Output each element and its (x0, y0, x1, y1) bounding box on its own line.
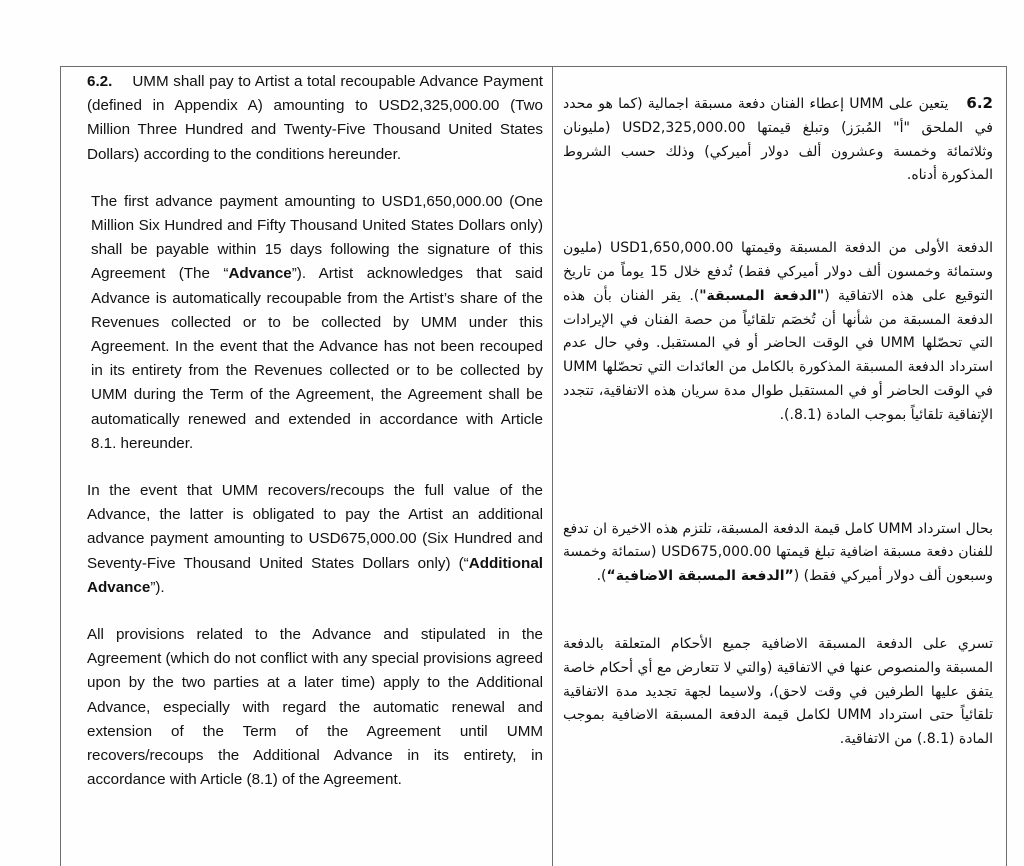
ar-p1-text: يتعين على UMM إعطاء الفنان دفعة مسبقة اجمالية (كما هو محدد في الملحق "أ" المُبرَز) وتبلغ قيمتها USD2,325,000.00 (مليونان وثلاثمائة وخمسة وعشرون ألف دولار أميركي) وذلك حسب الشروط المذكورة أدناه. (563, 96, 993, 184)
ar-paragraph-2 (563, 237, 993, 427)
ar-p4-text: تسري على الدفعة المسبقة الاضافية جميع الأحكام المتعلقة بالدفعة المسبقة والمنصوص عنها في الاتفاقية (والتي لا تتعارض مع أي أحكام خاصة يتفق عليها الطرفين في وقت لاحق)، ولاسيما لجهة تجديد مدة الاتفاقية تلقائياً حتى استرداد UMM لكامل قيمة الدفعة المسبقة الاضافية بموجب المادة (8.1.) من الاتفاقية. (563, 635, 993, 748)
en-paragraph-4 (87, 623, 543, 792)
ar-defined-term-advance: "الدفعة المسبقة" (699, 287, 825, 304)
en-p3-text-before: In the event that UMM recovers/recoups the full value of the Advance, the latter is obligated to pay the Artist an additional advance payment amounting to USD675,000.00 (Six Hundred and Seventy-Five Thousand United States Dollars only) (“ (87, 482, 543, 572)
ar-p2-text-after: ). يقر الفنان بأن هذه الدفعة المسبقة من شأنها أن تُخصَم تلقائياً من حصة الفنان في الإيرادات التي تحصّلها UMM في الوقت الحاضر أو في المستقبل. وفي حال عدم استرداد الدفعة المسبقة المذكورة بالكامل من العائدات التي تحصّلها UMM في الوقت الحاضر أو في المستقبل طوال مدة سريان هذه الاتفاقية، تتجدد الإتفاقية تلقائياً بموجب المادة (8.1.). (563, 287, 993, 423)
ar-paragraph-3 (563, 518, 993, 589)
en-p2-text-after: ”). Artist acknowledges that said Advance is automatically recoupable from the Artist’s share of the Revenues collected or to be collected by UMM under this Agreement. In the event that the Advance has not been recouped in its entirety from the Revenues collected or to be collected by UMM during the Term of the Agreement, the Agreement shall be automatically renewed and extended in accordance with Article 8.1. hereunder. (91, 265, 543, 452)
bilingual-clause-table (60, 66, 1007, 866)
en-paragraph-2 (87, 190, 543, 456)
en-p3-text-after: ”). (150, 578, 165, 596)
defined-term-additional-advance: Additional Advance (87, 554, 543, 596)
en-p1-text: UMM shall pay to Artist a total recoupable Advance Payment (defined in Appendix A) amounting to USD2,325,000.00 (Two Million Three Hundred and Twenty-Five Thousand United States Dollars) according to the conditions hereunder. (87, 73, 543, 163)
en-p2-text-before: The first advance payment amounting to USD1,650,000.00 (One Million Six Hundred and Fifty Thousand United States Dollars only) shall be payable within 15 days following the signature of this Agreement (The “ (91, 192, 543, 283)
ar-paragraph-1 (563, 92, 993, 188)
ar-defined-term-additional-advance: ”الدفعة المسبقة الاضافية“ (606, 568, 794, 585)
column-divider (552, 67, 553, 866)
english-column (87, 70, 543, 792)
en-paragraph-3 (87, 479, 543, 600)
ar-paragraph-4 (563, 633, 993, 752)
clause-number-en: 6.2. (87, 73, 113, 90)
clause-number-ar: 6.2 (966, 94, 993, 112)
en-paragraph-1 (87, 70, 543, 167)
ar-p2-text-before: الدفعة الأولى من الدفعة المسبقة وقيمتها USD1,650,000.00 (مليون وستمائة وخمسون ألف دولار أميركي فقط) تُدفع خلال 15 يوماً من تاريخ التوقيع على هذه الاتفاقية ( (563, 240, 994, 304)
ar-p3-text-before: بحال استرداد UMM كامل قيمة الدفعة المسبقة، تلتزم هذه الاخيرة ان تدفع للفنان دفعة مسبقة اضافية تبلغ قيمتها USD675,000.00 (ستمائة وخمسة وسبعون ألف دولار أميركي فقط) ( (563, 520, 993, 585)
ar-p3-text-after: ). (596, 568, 607, 585)
en-p4-text: All provisions related to the Advance and stipulated in the Agreement (which do not conflict with any special provisions agreed upon by the two parties at a later time) apply to the Additional Advance, especially with regard the automatic renewal and extension of the Term of the Agreement until UMM recovers/recoups the Additional Advance in its entirety, in accordance with Article (8.1) of the Agreement. (87, 626, 543, 789)
defined-term-advance: Advance (228, 265, 292, 283)
arabic-column (563, 92, 993, 752)
